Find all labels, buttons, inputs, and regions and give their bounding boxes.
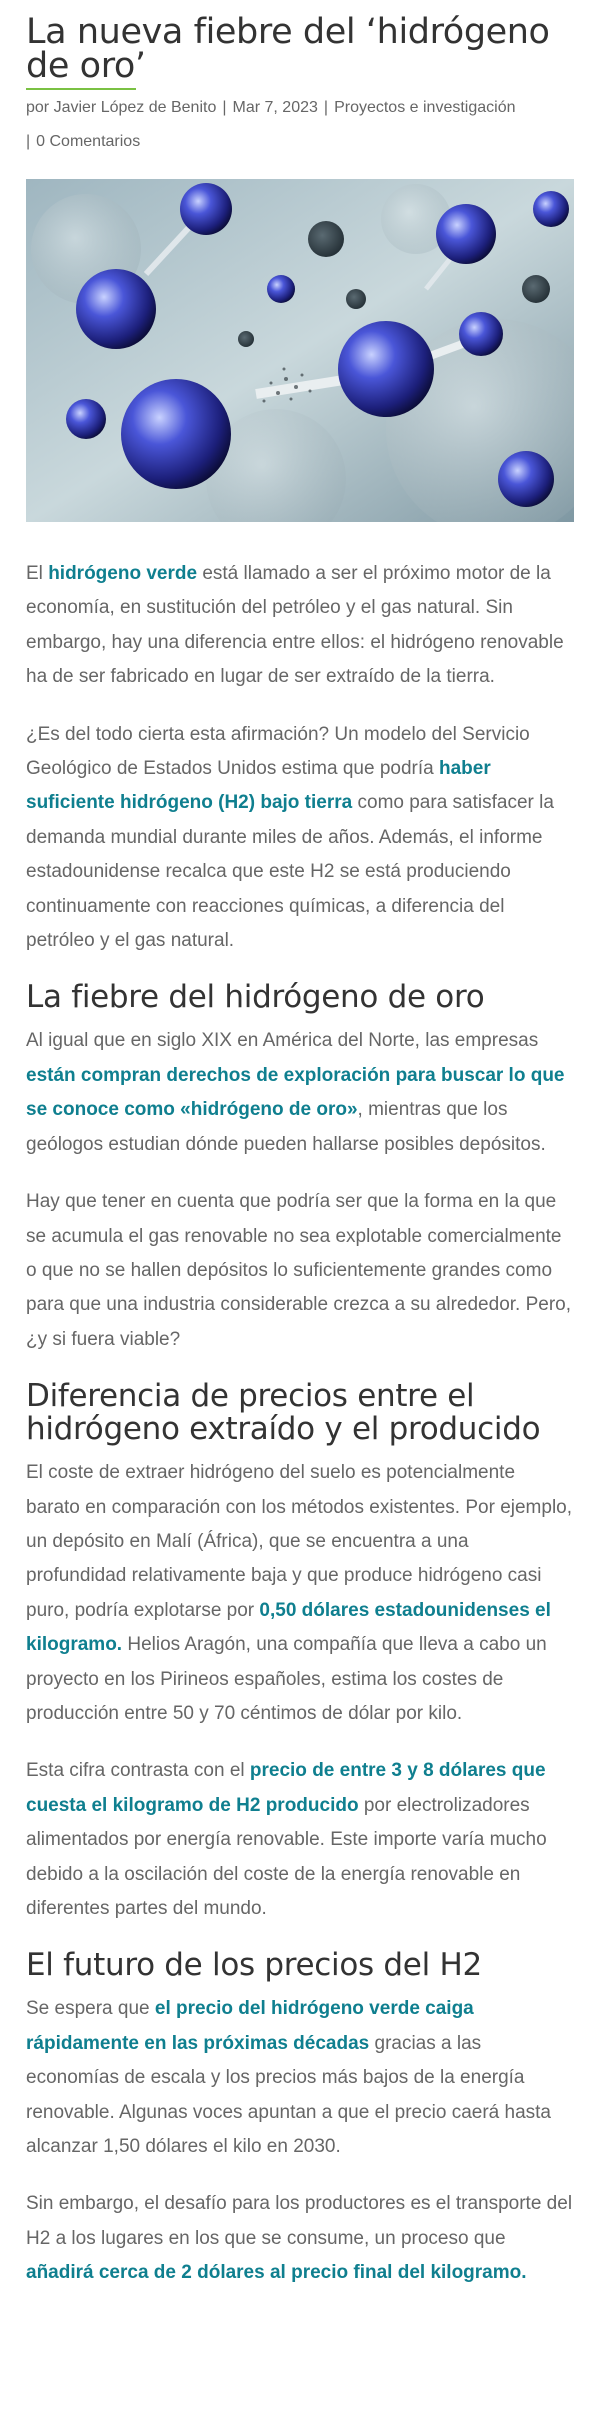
meta-by: por	[26, 99, 50, 116]
meta-separator: |	[222, 99, 227, 116]
paragraph	[26, 1456, 574, 1731]
meta-separator: |	[26, 133, 31, 150]
mali-price-link[interactable]: 0,50 dólares estadounidenses el kilogramo.	[26, 1599, 551, 1656]
section-heading: Diferencia de precios entre el hidrógeno extraído y el producido	[26, 1378, 541, 1448]
paragraph	[26, 557, 574, 695]
paragraph-text: gracias a las economías de escala y los precios más bajos de la energía renovable. Algunas voces apuntan a que el precio caerá hasta alcanzar 1,50 dólares el kilo en 2030.	[26, 2032, 551, 2158]
section-heading: La fiebre del hidrógeno de oro	[26, 979, 485, 1016]
paragraph-text: está llamado a ser el próximo motor de la economía, en sustitución del petróleo y el gas natural. Sin embargo, hay una diferencia entre ellos: el hidrógeno renovable ha de ser fabricado en lugar de ser extraído de la tierra.	[26, 563, 564, 688]
paragraph	[26, 2187, 574, 2290]
comments-link[interactable]: 0 Comentarios	[36, 133, 141, 150]
title-underline	[26, 88, 136, 90]
article	[26, 0, 574, 2314]
paragraph-text: ¿Es del todo cierta esta afirmación? Un modelo del Servicio Geológico de Estados Unidos estima que podría	[26, 723, 530, 780]
paragraph	[26, 1024, 574, 1162]
paragraph-text: , mientras que los geólogos estudian dónde pueden hallarse posibles depósitos.	[26, 1099, 546, 1155]
exploration-rights-link[interactable]: están compran derechos de exploración para buscar lo que se conoce como «hidrógeno de oro»	[26, 1064, 565, 1121]
paragraph	[26, 1992, 574, 2164]
usgs-hydrogen-link[interactable]: haber suficiente hidrógeno (H2) bajo tierra	[26, 758, 491, 814]
paragraph-text: Se espera que	[26, 1998, 155, 2020]
h2-produced-price-link[interactable]: precio de entre 3 y 8 dólares que cuesta el kilogramo de H2 producido	[26, 1760, 546, 1816]
paragraph: Hay que tener en cuenta que podría ser que la forma en la que se acumula el gas renovable no sea explotable comercialmente o que no se hallen depósitos lo suficientemente grandes como para que una industria considerable crezca a su alrededor. Pero, ¿y si fuera viable?	[26, 1191, 572, 1350]
paragraph-text: Sin embargo, el desafío para los productores es el transporte del H2 a los lugares en los que se consume, un proceso que	[26, 2193, 573, 2249]
green-hydrogen-price-link[interactable]: el precio del hidrógeno verde caiga rápidamente en las próximas décadas	[26, 1998, 474, 2054]
molecule-illustration-icon	[26, 179, 574, 522]
post-meta	[26, 91, 574, 159]
meta-separator: |	[323, 99, 329, 116]
paragraph-text: Helios Aragón, una compañía que lleva a cabo un proyecto en los Pirineos españoles, estima los costes de producción entre 50 y 70 céntimos de dólar por kilo.	[26, 1634, 547, 1724]
paragraph-text: Al igual que en siglo XIX en América del Norte, las empresas	[26, 1030, 539, 1052]
paragraph-text: como para satisfacer la demanda mundial durante miles de años. Además, el informe estadounidense recalca que este H2 se está produciendo continuamente con reacciones químicas, a diferencia del petróleo y el gas natural.	[26, 792, 554, 952]
hero-image	[26, 179, 574, 522]
section-heading: El futuro de los precios del H2	[26, 1947, 482, 1984]
paragraph	[26, 718, 574, 959]
article-body	[26, 557, 574, 2291]
post-date: Mar 7, 2023	[232, 99, 318, 116]
author-link[interactable]: Javier López de Benito	[53, 99, 217, 116]
transport-cost-link[interactable]: añadirá cerca de 2 dólares al precio final del kilogramo.	[26, 2262, 527, 2284]
hidrogeno-verde-link[interactable]: hidrógeno verde	[48, 563, 198, 584]
category-link[interactable]: Proyectos e investigación	[334, 99, 516, 116]
paragraph-text: Esta cifra contrasta con el	[26, 1760, 250, 1782]
paragraph	[26, 1754, 574, 1926]
paragraph-text: por electrolizadores alimentados por energía renovable. Este importe varía mucho debido a la oscilación del coste de la energía renovable en diferentes partes del mundo.	[26, 1794, 547, 1919]
page-title: La nueva fiebre del ‘hidrógeno de oro’	[26, 12, 550, 86]
paragraph-text: El coste de extraer hidrógeno del suelo es potencialmente barato en comparación con los métodos existentes. Por ejemplo, un depósito en Malí (África), que se encuentra a una profundidad relativamente baja y que produce hidrógeno casi puro, podría explotarse por	[26, 1462, 573, 1621]
paragraph-text: El	[26, 563, 49, 584]
